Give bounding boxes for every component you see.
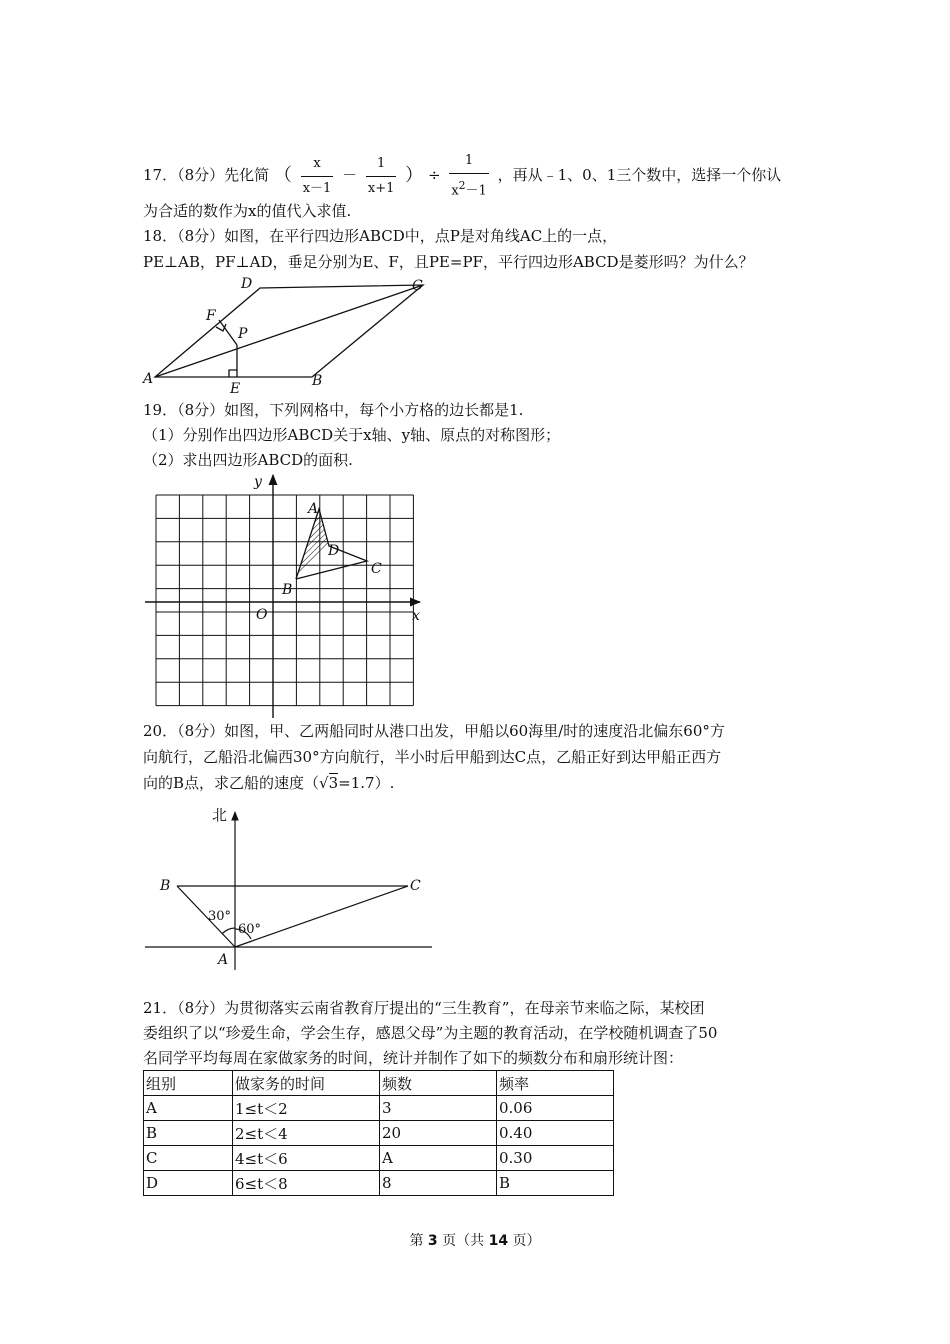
fraction-2-numerator: 1 (366, 153, 397, 177)
label-y: y (254, 474, 262, 490)
table-row (144, 1146, 614, 1171)
q17-expression (143, 150, 781, 202)
frequency-table (143, 1070, 614, 1196)
label-b: B (160, 878, 171, 894)
table-cell: 1≤t＜2 (233, 1096, 380, 1121)
q20-line-2: 向航行，乙船沿北偏西30°方向航行，半小时后甲船到达C点，乙船正好到达甲船正西方 (143, 748, 722, 766)
fraction-3-base: x (451, 183, 459, 199)
right-angle-e (229, 370, 237, 377)
q21-line-3: 名同学平均每周在家做家务的时间，统计并制作了如下的频数分布和扇形统计图： (143, 1049, 684, 1067)
q17-prefix: 17．（8分）先化简 (143, 166, 270, 185)
sqrt-sign: √ (319, 774, 329, 792)
label-north: 北 (212, 806, 228, 824)
header-group: 组别 (144, 1071, 233, 1096)
q21-line-1: 21．（8分）为贯彻落实云南省教育厅提出的“三生教育”，在母亲节来临之际，某校团 (143, 999, 705, 1017)
right-angle-f (216, 324, 226, 331)
left-paren: （ (273, 165, 292, 187)
fraction-3-numerator: 1 (449, 150, 489, 174)
fraction-3-tail: －1 (465, 183, 487, 199)
footer-total-pages: 14 (488, 1233, 509, 1249)
page-footer (0, 1230, 950, 1250)
table-cell: 6≤t＜8 (233, 1171, 380, 1196)
label-c: C (371, 561, 382, 577)
fraction-1-numerator: x (301, 153, 334, 177)
table-cell: 20 (380, 1121, 497, 1146)
label-a: A (308, 501, 319, 517)
header-time: 做家务的时间 (233, 1071, 380, 1096)
footer-page-number: 3 (427, 1233, 438, 1249)
header-frequency: 频数 (380, 1071, 497, 1096)
right-paren: ） (405, 165, 424, 187)
footer-mid: 页（共 (437, 1233, 489, 1249)
label-c: C (412, 278, 423, 294)
diagonal-ac (155, 285, 423, 377)
fraction-1 (301, 153, 334, 200)
q20-line-3 (143, 772, 394, 794)
table-cell: 0.40 (497, 1121, 614, 1146)
table-cell: 0.30 (497, 1146, 614, 1171)
label-x: x (412, 608, 420, 624)
label-b: B (312, 373, 323, 389)
q19-line-3: （2）求出四边形ABCD的面积. (143, 451, 353, 469)
q18-line-2: PE⊥AB，PF⊥AD，垂足分别为E、F，且PE=PF，平行四边形ABCD是菱形吗？为什么？ (143, 253, 754, 271)
q19-line-1: 19．（8分）如图，下列网格中，每个小方格的边长都是1. (143, 401, 524, 419)
q21-line-2: 委组织了以“珍爱生命，学会生存，感恩父母”为主题的教育活动，在学校随机调查了50 (143, 1024, 718, 1042)
label-b: B (282, 582, 293, 598)
q19-line-2: （1）分别作出四边形ABCD关于x轴、y轴、原点的对称图形； (143, 426, 561, 444)
fraction-1-denominator: x－1 (302, 180, 332, 196)
q18-line-1: 18．（8分）如图，在平行四边形ABCD中，点P是对角线AC上的一点， (143, 227, 618, 245)
table-cell: B (144, 1121, 233, 1146)
q20-line-3-start: 向的B点，求乙船的速度（ (143, 774, 320, 792)
angle-arc-30 (222, 928, 235, 934)
table-row (144, 1096, 614, 1121)
table-cell: A (144, 1096, 233, 1121)
table-cell: 3 (380, 1096, 497, 1121)
table-cell: 2≤t＜4 (233, 1121, 380, 1146)
header-rate: 频率 (497, 1071, 614, 1096)
q17-line-2: 为合适的数作为x的值代入求值. (143, 202, 352, 220)
fraction-2-denominator: x+1 (367, 180, 395, 196)
table-cell: C (144, 1146, 233, 1171)
table-cell: 4≤t＜6 (233, 1146, 380, 1171)
table-header-row (144, 1071, 614, 1096)
label-angle-60: 60° (238, 922, 262, 937)
label-f: F (206, 308, 216, 324)
segment-ac (235, 886, 408, 947)
table-cell: 8 (380, 1171, 497, 1196)
sqrt-radicand: 3 (328, 774, 339, 792)
fraction-3 (449, 150, 489, 202)
ship-bearing-figure (140, 800, 440, 975)
hatched-region (296, 509, 329, 579)
minus-sign: － (342, 166, 358, 185)
label-p: P (238, 326, 248, 342)
table-cell: B (497, 1171, 614, 1196)
fraction-3-denominator (449, 174, 489, 202)
segment-pf (219, 320, 237, 345)
table-cell: D (144, 1171, 233, 1196)
q20-line-3-end: =1.7）. (338, 774, 395, 792)
q17-suffix: ，再从﹣1、0、1三个数中，选择一个你认 (497, 166, 782, 185)
fraction-2 (366, 153, 397, 200)
table-cell: 0.06 (497, 1096, 614, 1121)
q20-line-1: 20．（8分）如图，甲、乙两船同时从港口出发，甲船以60海里/时的速度沿北偏东60°方 (143, 722, 725, 740)
parallelogram-figure (140, 275, 440, 397)
footer-post: 页） (508, 1233, 541, 1249)
fraction-3-exponent: 2 (458, 179, 466, 192)
divide-sign: ÷ (427, 166, 441, 185)
table-cell: A (380, 1146, 497, 1171)
label-c: C (410, 878, 421, 894)
grid-lines (156, 495, 413, 706)
label-d: D (241, 276, 253, 292)
table-row (144, 1121, 614, 1146)
label-d: D (328, 543, 340, 559)
label-angle-30: 30° (208, 909, 232, 924)
label-e: E (230, 381, 241, 397)
footer-pre: 第 (409, 1233, 428, 1249)
label-a: A (143, 371, 154, 387)
coordinate-grid-figure (140, 470, 440, 725)
label-a: A (218, 952, 229, 968)
table-row (144, 1171, 614, 1196)
label-o: O (256, 607, 268, 623)
